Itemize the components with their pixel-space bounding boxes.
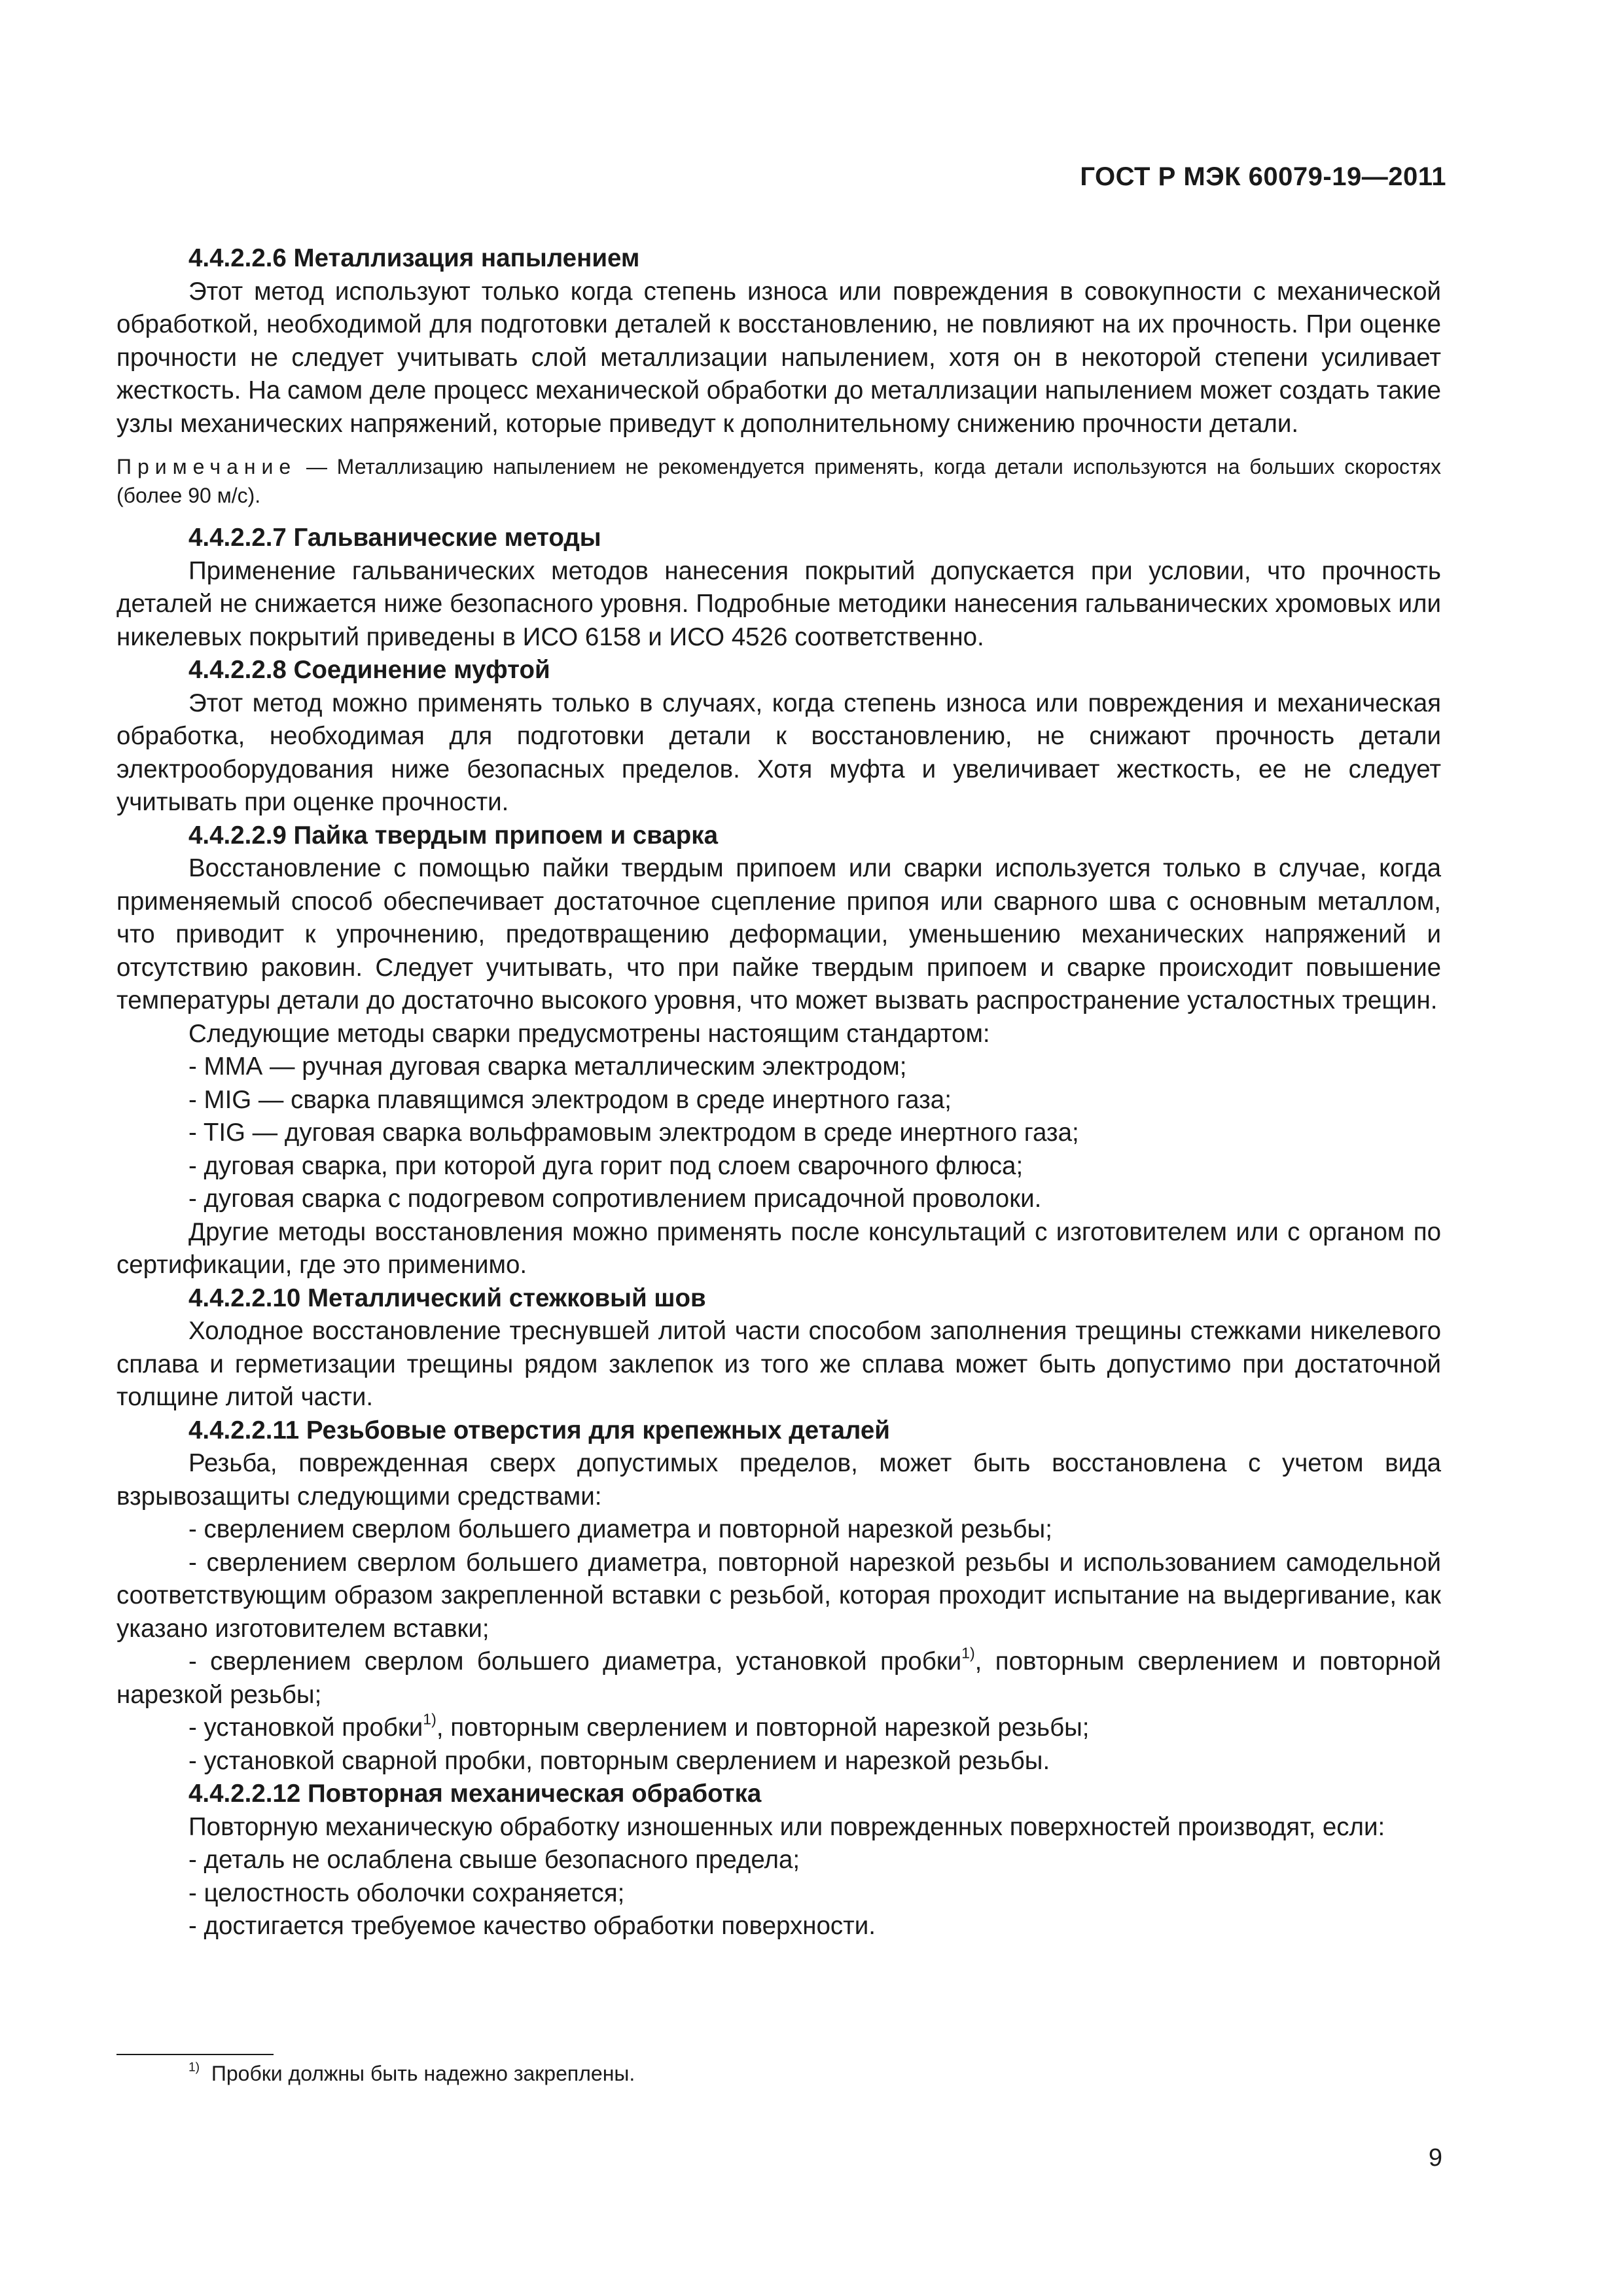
note-label: Примечание xyxy=(116,455,297,478)
section-text-4-4-2-2-10: Холодное восстановление треснувшей литой части способом заполнения трещины стежками никелевого сплава и герметизации трещины рядом заклепок из того же сплава может быть допустимо при достаточной толщине литой части. xyxy=(116,1317,1441,1411)
welding-list-after: Другие методы восстановления можно применять после консультаций с изготовителем или с органом по сертификации, где это применимо. xyxy=(116,1217,1441,1279)
section-heading-4-4-2-2-7: 4.4.2.2.7 Гальванические методы xyxy=(188,524,601,552)
section-heading-4-4-2-2-8: 4.4.2.2.8 Соединение муфтой xyxy=(188,656,550,684)
list-item: - TIG — дуговая сварка вольфрамовым электродом в среде инертного газа; xyxy=(188,1119,1079,1147)
footnote-reference: 1) xyxy=(423,1710,437,1728)
section-heading-4-4-2-2-10: 4.4.2.2.10 Металлический стежковый шов xyxy=(188,1283,706,1312)
welding-list-intro: Следующие методы сварки предусмотрены настоящим стандартом: xyxy=(188,1019,990,1048)
list-item: - установкой сварной пробки, повторным сверлением и нарезкой резьбы. xyxy=(188,1746,1050,1775)
list-item: - сверлением сверлом большего диаметра, повторной нарезкой резьбы и использованием самодельной соответствующим образом закрепленной вставки с резьбой, которая проходит испытание на выдергивание, как указано изготовителем вставки; xyxy=(116,1548,1441,1643)
section-text-4-4-2-2-12: Повторную механическую обработку изношенных или поврежденных поверхностей производят, если: xyxy=(188,1812,1385,1841)
list-item-text: , повторным сверлением и повторной нарезкой резьбы; xyxy=(116,1647,1441,1709)
list-item: - дуговая сварка, при которой дуга горит под слоем сварочного флюса; xyxy=(188,1151,1024,1180)
page-number: 9 xyxy=(1428,2144,1442,2172)
section-text-4-4-2-2-8: Этот метод можно применять только в случаях, когда степень износа или повреждения и механическая обработка, необходимая для подготовки детали к восстановлению, не снижают прочность детали электрооборудования ниже безопасных пределов. Хотя муфта и увеличивает жесткость, ее не следует учитывать при оценке прочности. xyxy=(116,689,1441,816)
section-heading-4-4-2-2-12: 4.4.2.2.12 Повторная механическая обработка xyxy=(188,1780,762,1808)
section-text-4-4-2-2-9: Восстановление с помощью пайки твердым припоем или сварки используется только в случае, когда применяемый способ обеспечивает достаточное сцепление припоя или сварного шва с основным металлом, что приводит к упрочнению, предотвращению деформации, уменьшению механических напряжений и отсутствию раковин. Следует учитывать, что при пайке твердым припоем и сварке происходит повышение температуры детали до достаточно высокого уровня, что может вызвать распространение усталостных трещин. xyxy=(116,854,1441,1014)
footnote xyxy=(188,2059,635,2088)
footnote-reference: 1) xyxy=(961,1644,975,1662)
list-item: - дуговая сварка с подогревом сопротивлением присадочной проволоки. xyxy=(188,1185,1042,1213)
list-item: - MIG — сварка плавящимся электродом в среде инертного газа; xyxy=(188,1085,952,1114)
list-item-text: , повторным сверлением и повторной нарезкой резьбы; xyxy=(436,1713,1090,1742)
document-code-header: ГОСТ Р МЭК 60079-19—2011 xyxy=(1080,162,1446,191)
section-text-4-4-2-2-7: Применение гальванических методов нанесения покрытий допускается при условии, что прочность деталей не снижается ниже безопасного уровня. Подробные методики нанесения гальванических хромовых или никелевых покрытий приведены в ИСО 6158 и ИСО 4526 соответственно. xyxy=(116,556,1441,651)
footnote-text: Пробки должны быть надежно закреплены. xyxy=(211,2062,635,2085)
section-heading-4-4-2-2-6: 4.4.2.2.6 Металлизация напылением xyxy=(188,244,640,272)
list-item: - сверлением сверлом большего диаметра и повторной нарезкой резьбы; xyxy=(188,1515,1052,1543)
section-text-4-4-2-2-6: Этот метод используют только когда степень износа или повреждения в совокупности с механической обработкой, необходимой для подготовки деталей к восстановлению, не повлияют на их прочность. При оценке прочности не следует учитывать слой металлизации напылением, хотя он в некоторой степени усиливает жесткость. На самом деле процесс механической обработки до металлизации напылением может создать такие узлы механических напряжений, которые приведут к дополнительному снижению прочности детали. xyxy=(116,277,1441,438)
list-item xyxy=(116,1645,1441,1712)
list-item: - ММА — ручная дуговая сварка металлическим электродом; xyxy=(188,1052,907,1081)
note xyxy=(116,452,1441,510)
list-item-text: - сверлением сверлом большего диаметра, установкой пробки xyxy=(188,1647,962,1676)
section-heading-4-4-2-2-9: 4.4.2.2.9 Пайка твердым припоем и сварка xyxy=(188,821,718,850)
note-text: — Металлизацию напылением не рекомендуется применять, когда детали используются на больших скоростях (более 90 м/с). xyxy=(116,455,1441,507)
footnote-marker: 1) xyxy=(188,2060,200,2075)
section-text-4-4-2-2-11: Резьба, поврежденная сверх допустимых пределов, может быть восстановлена с учетом вида взрывозащиты следующими средствами: xyxy=(116,1449,1441,1511)
list-item: - деталь не ослаблена свыше безопасного предела; xyxy=(188,1846,800,1874)
list-item: - достигается требуемое качество обработки поверхности. xyxy=(188,1912,876,1940)
section-heading-4-4-2-2-11: 4.4.2.2.11 Резьбовые отверстия для крепежных деталей xyxy=(188,1416,890,1444)
list-item xyxy=(116,1712,1441,1745)
list-item: - целостность оболочки сохраняется; xyxy=(188,1878,625,1907)
list-item-text: - установкой пробки xyxy=(188,1713,423,1742)
main-content xyxy=(116,242,1441,1943)
footnote-divider xyxy=(116,2054,274,2055)
